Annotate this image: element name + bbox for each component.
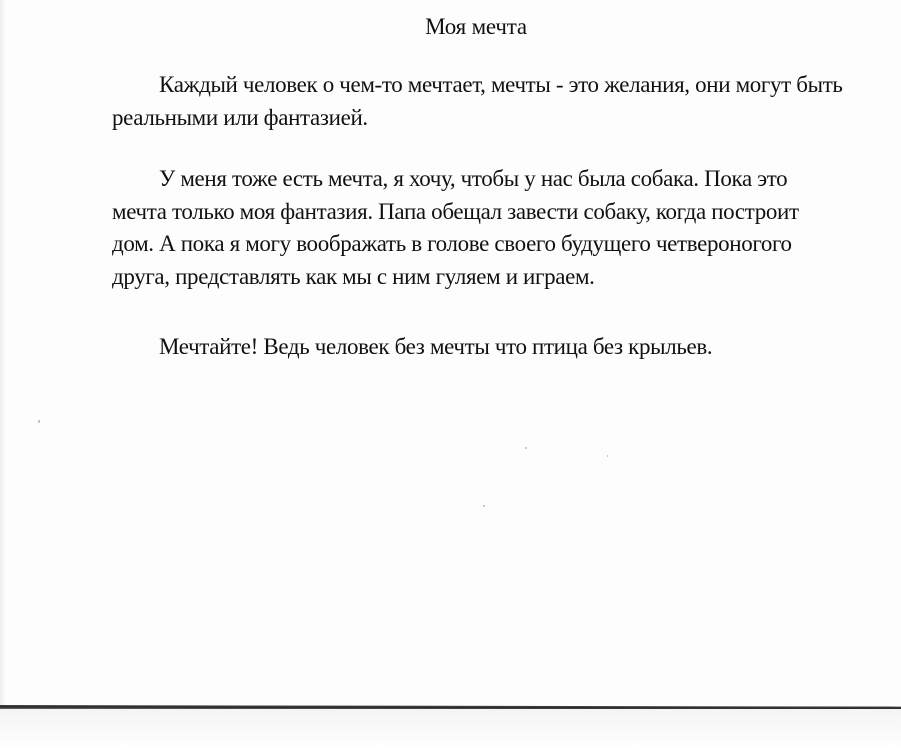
scan-speck xyxy=(483,505,485,507)
paragraph-1 xyxy=(112,69,842,134)
page-left-edge-shading xyxy=(0,0,6,705)
paragraph-2 xyxy=(112,163,842,293)
scan-speck xyxy=(38,420,40,423)
scan-speck xyxy=(607,455,608,457)
paragraph-3 xyxy=(112,331,842,364)
paragraph-1-line-1: Каждый человек о чем-то мечтает, мечты - это желания, они могут быть xyxy=(159,72,843,97)
scanner-bed-margin xyxy=(0,709,901,751)
paragraph-2-line-4: друга, представлять как мы с ним гуляем и играем. xyxy=(112,263,595,289)
document-title: Моя мечта xyxy=(425,14,527,39)
paragraph-3-line-1: Мечтайте! Ведь человек без мечты что птица без крыльев. xyxy=(159,334,713,359)
scan-speck xyxy=(525,447,527,449)
paragraph-1-line-2: реальными или фантазией. xyxy=(112,104,368,130)
paragraph-2-line-2: мечта только моя фантазия. Папа обещал завести собаку, когда построит xyxy=(112,198,799,224)
paragraph-2-line-3: дом. А пока я могу воображать в голове своего будущего четвероногого xyxy=(112,231,792,256)
paragraph-2-line-1: У меня тоже есть мечта, я хочу, чтобы у нас была собака. Пока это xyxy=(159,166,788,191)
